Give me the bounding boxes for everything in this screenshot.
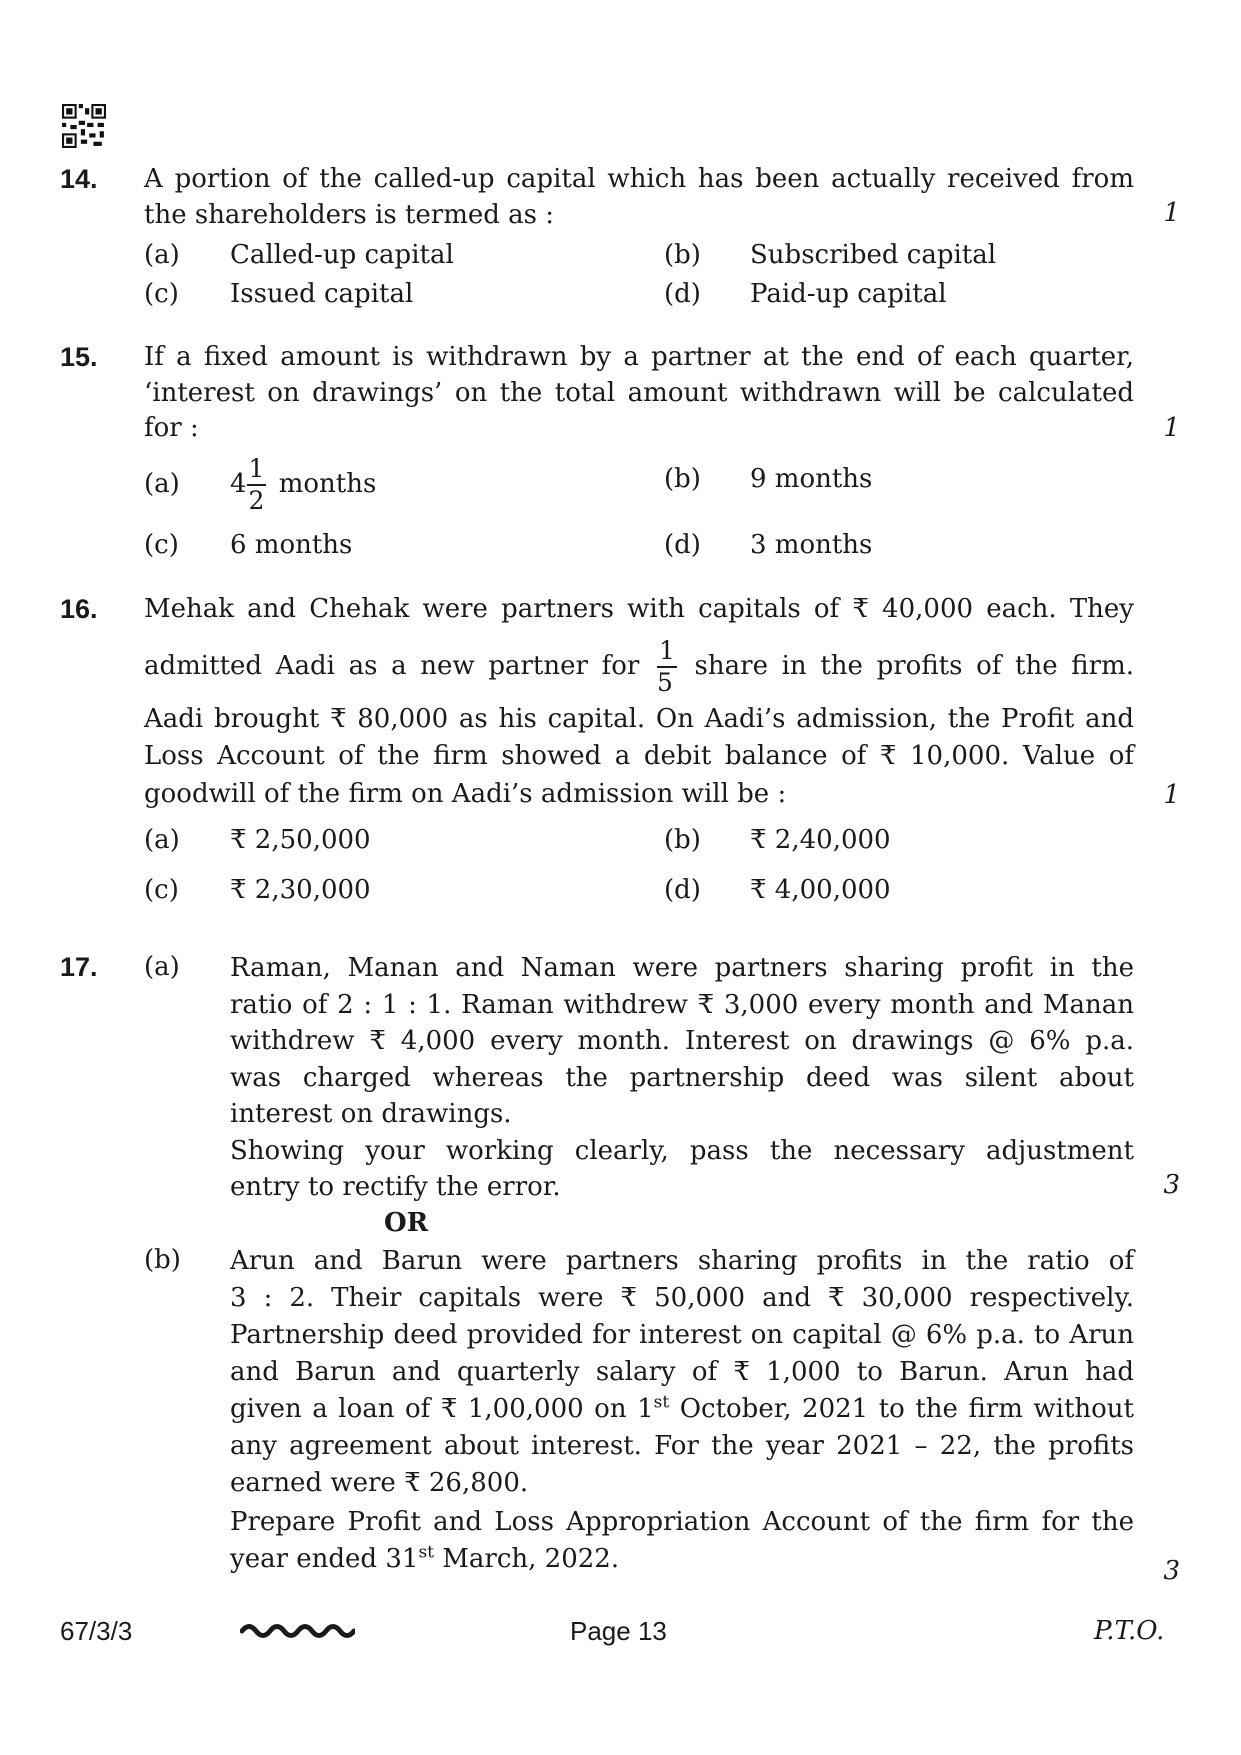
tilde-ornament-icon	[240, 1617, 355, 1643]
part-b-label: (b)	[144, 1245, 181, 1275]
fraction: $\frac{1}{2}$	[248, 454, 265, 515]
question-15	[60, 340, 1180, 570]
question-line: the shareholders is termed as :	[144, 199, 555, 230]
option-d: (d) Paid-up capital	[664, 279, 947, 309]
qr-code-icon	[62, 104, 106, 148]
fraction: $\frac{1}{5}$	[656, 635, 675, 697]
option-c: (c) Issued capital	[144, 279, 414, 309]
option-b: (b) 9 months	[664, 464, 873, 494]
question-17	[60, 950, 1180, 1590]
option-d: (d) ₹ 4,00,000	[664, 875, 891, 905]
marks: 3	[1163, 1556, 1180, 1586]
question-number: 16.	[60, 594, 98, 624]
question-number: 14.	[60, 164, 98, 194]
question-number: 17.	[60, 952, 98, 982]
option-a: (a) 4 $\frac{1}{2}$ months	[144, 454, 377, 515]
question-text	[144, 592, 1134, 812]
marks: 1	[1163, 780, 1180, 810]
question-number: 15.	[60, 342, 98, 372]
question-14	[60, 162, 1180, 312]
question-line-with-fraction: admitted Aadi as a new partner for $\frac{1}{5}$ share in the profits of the firm.	[144, 635, 1134, 697]
pto-label: P.T.O.	[1094, 1616, 1165, 1646]
question-line: Loss Account of the firm showed a debit balance of ₹ 10,000. Value of	[144, 741, 1134, 771]
marks: 1	[1163, 198, 1180, 228]
question-line: goodwill of the firm on Aadi’s admission will be :	[144, 778, 787, 809]
part-a-label: (a)	[144, 952, 180, 982]
part-b-text: Arun and Barun were partners sharing profits in the ratio of 3 : 2. Their capitals were ₹ 50,000 and ₹ 30,000 respectively. Partnership deed provided for interest on capital @ 6% p.a. to Arun and Barun and quarterly salary of ₹ 1,000 to Barun. Arun had given a loan of ₹ 1,00,000 on 1st October, 2021 to the firm without any agreement about interest. For the year 2021 – 22, the profits earned were ₹ 26,800. Prepare Profit and Loss Appropriation Account of the firm for the year ended 31st March, 2022.	[230, 1246, 1134, 1574]
paper-code: 67/3/3	[60, 1616, 133, 1646]
option-d: (d) 3 months	[664, 530, 873, 560]
part-a-text: Raman, Manan and Naman were partners sharing profit in the ratio of 2 : 1 : 1. Raman withdrew ₹ 3,000 every month and Manan withdrew ₹ 4,000 every month. Interest on drawings @ 6% p.a. was charged whereas the partnership deed was silent about interest on drawings. Showing your working clearly, pass the necessary adjustment entry to rectify the error.	[230, 953, 1134, 1202]
question-line: Mehak and Chehak were partners with capitals of ₹ 40,000 each. They	[144, 594, 1134, 624]
option-b: (b) Subscribed capital	[664, 240, 997, 270]
page-number: Page 13	[570, 1616, 667, 1646]
question-line: Aadi brought ₹ 80,000 as his capital. On Aadi’s admission, the Profit and	[144, 703, 1134, 734]
option-a: (a) ₹ 2,50,000	[144, 825, 371, 855]
option-b: (b) ₹ 2,40,000	[664, 825, 891, 855]
question-text	[144, 340, 1134, 447]
question-line: If a fixed amount is withdrawn by a partner at the end of each quarter,	[144, 342, 1134, 372]
option-c: (c) 6 months	[144, 530, 353, 560]
option-a: (a) Called-up capital	[144, 240, 454, 270]
marks: 1	[1163, 413, 1180, 443]
question-line: ‘interest on drawings’ on the total amount withdrawn will be calculated	[144, 377, 1134, 408]
or-divider: OR	[384, 1208, 429, 1238]
question-line: for :	[144, 413, 199, 443]
marks: 3	[1163, 1170, 1180, 1200]
question-16	[60, 592, 1180, 922]
option-c: (c) ₹ 2,30,000	[144, 875, 371, 905]
question-line: A portion of the called-up capital which has been actually received from	[144, 164, 1134, 194]
question-text	[144, 162, 1134, 233]
